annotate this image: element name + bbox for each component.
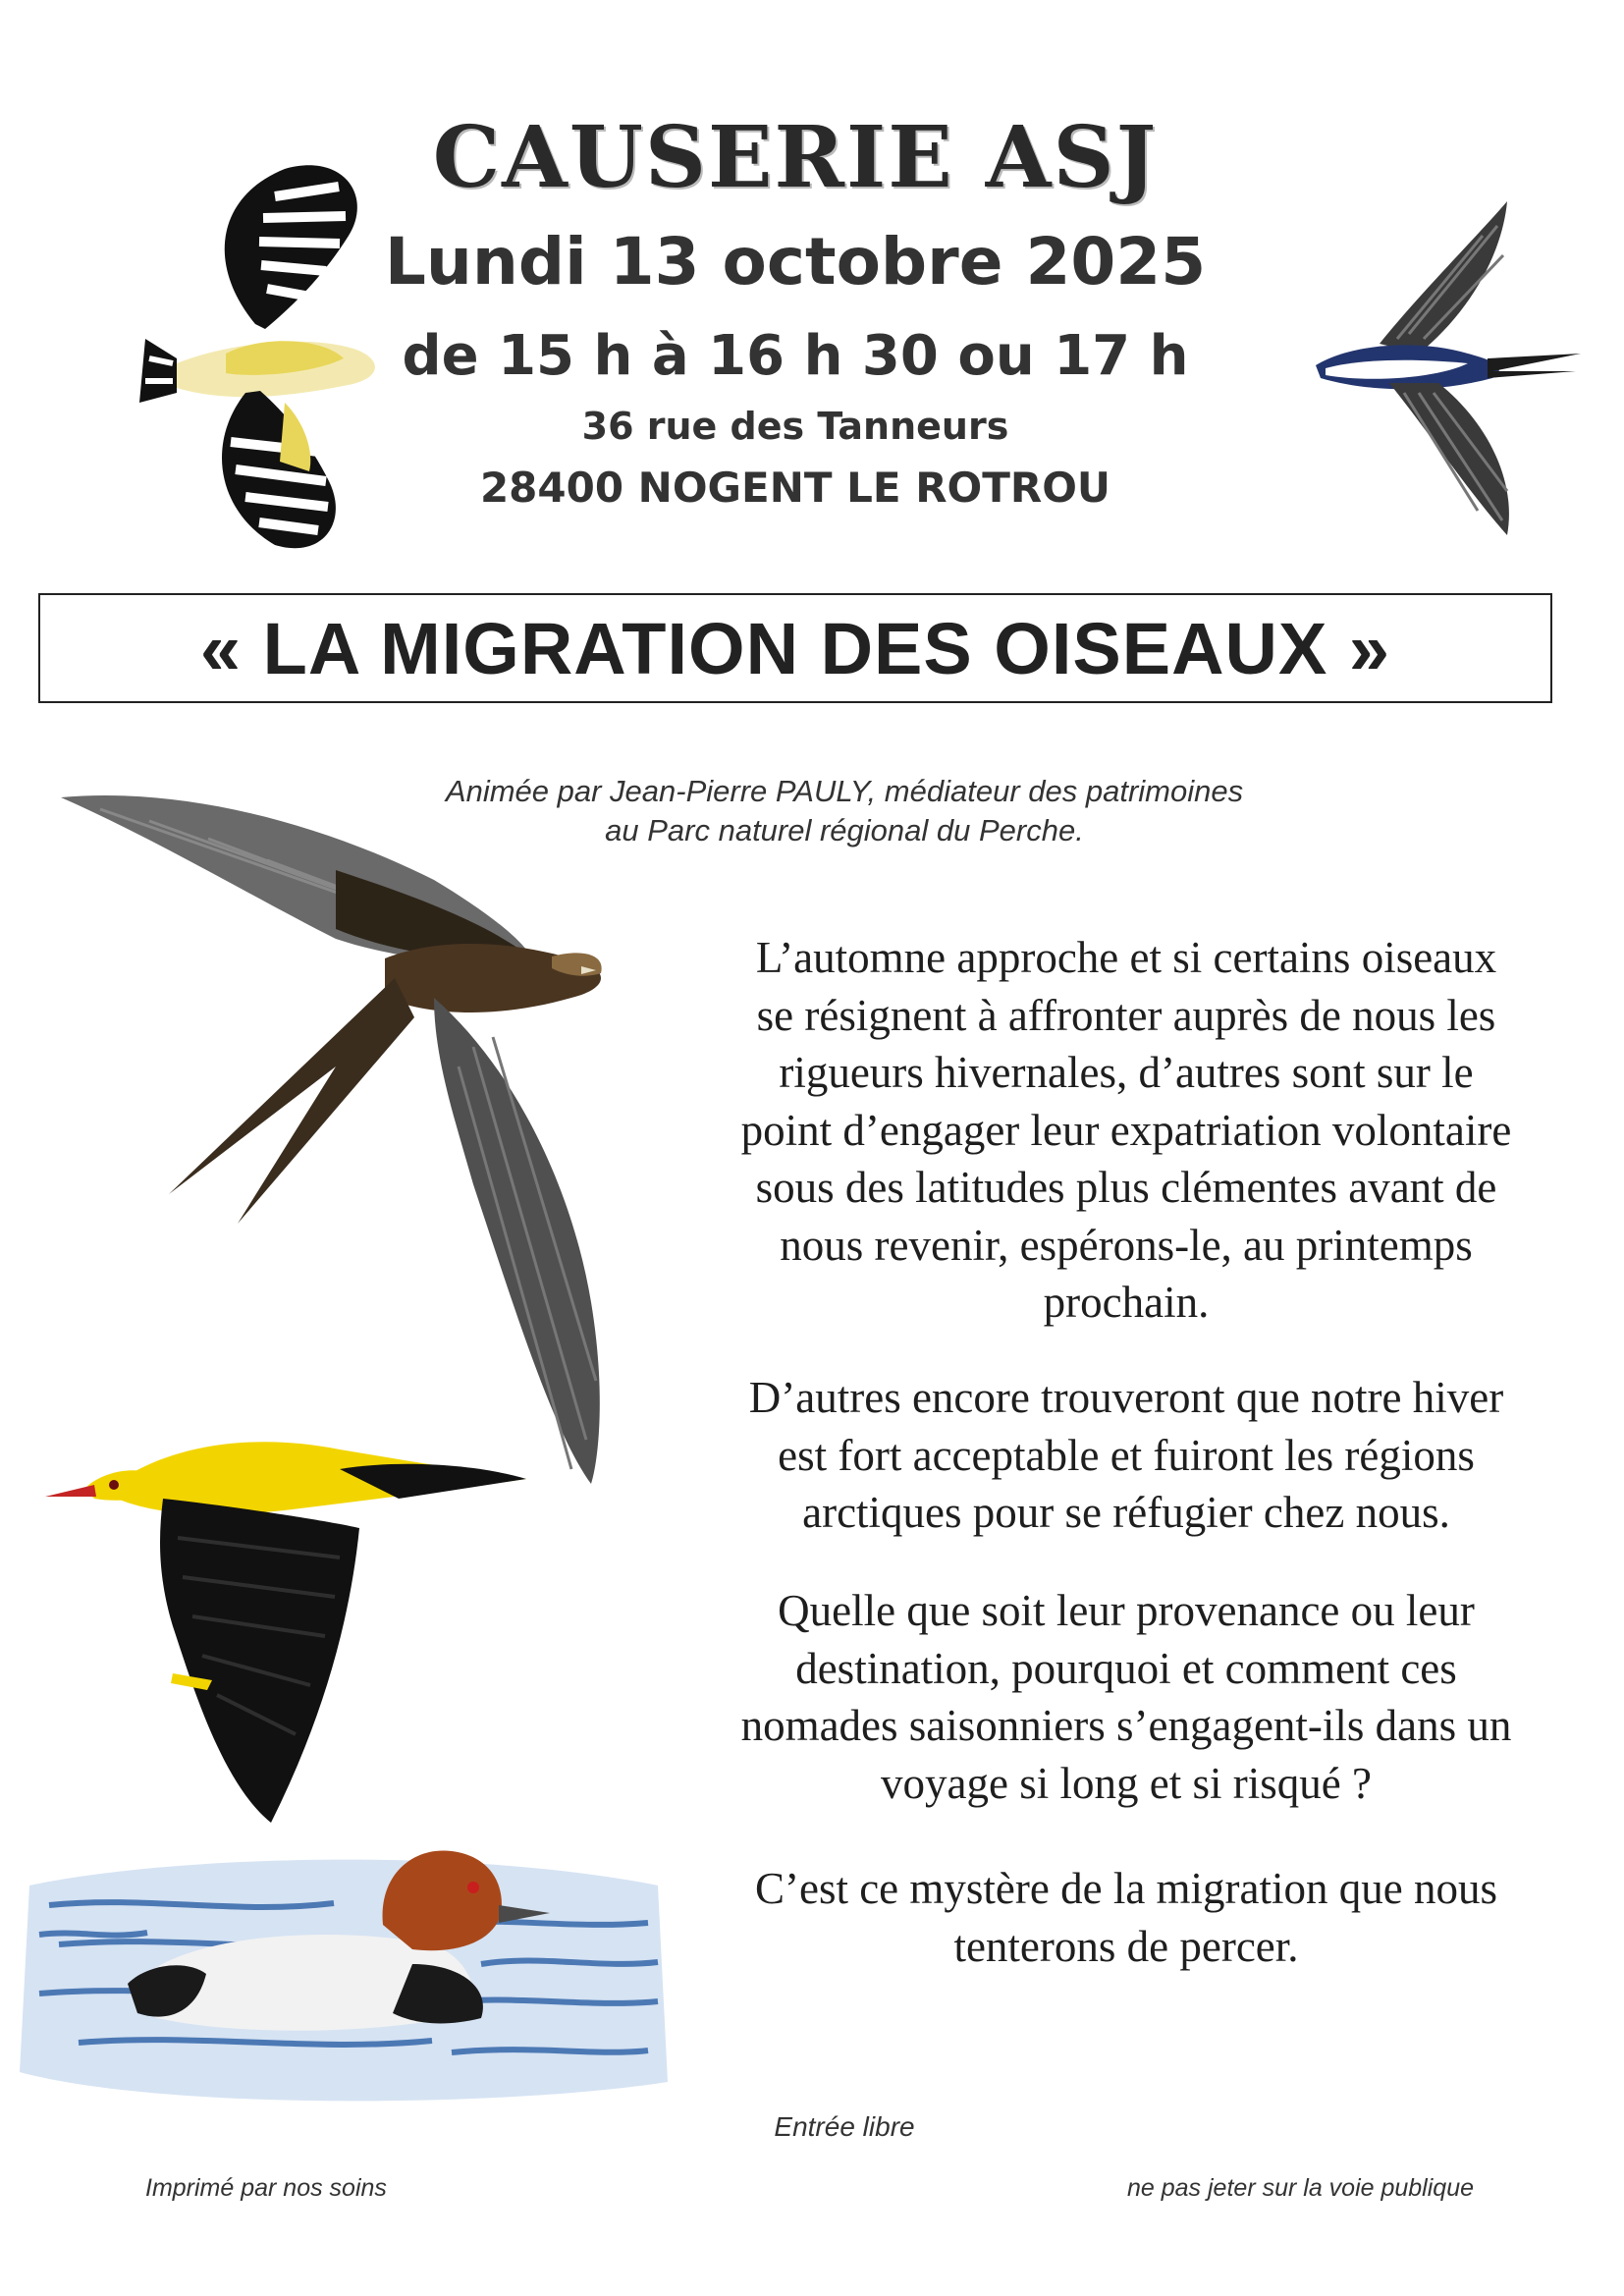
text-line: arctiques pour se réfugier chez nous. bbox=[802, 1488, 1450, 1537]
free-entry-note: Entrée libre bbox=[774, 2111, 915, 2142]
text-line: destination, pourquoi et comment ces bbox=[795, 1643, 1457, 1693]
text-line: rigueurs hivernales, d’autres sont sur le bbox=[779, 1048, 1474, 1097]
text-line: sous des latitudes plus clémentes avant de bbox=[755, 1163, 1497, 1212]
text-line: nous revenir, espérons-le, au printemps bbox=[780, 1220, 1473, 1270]
talk-title: « LA MIGRATION DES OISEAUX » bbox=[199, 607, 1391, 689]
presenter-credit bbox=[373, 772, 1316, 850]
paragraph-intro bbox=[670, 929, 1583, 1332]
address-street: 36 rue des Tanneurs bbox=[581, 405, 1009, 448]
text-line: nomades saisonniers s’engagent-ils dans un bbox=[740, 1701, 1512, 1750]
presenter-line: Animée par Jean-Pierre PAULY, médiateur des patrimoines bbox=[445, 774, 1244, 808]
event-date: Lundi 13 octobre 2025 bbox=[384, 224, 1207, 300]
text-line: prochain. bbox=[1043, 1278, 1210, 1327]
text-line: Quelle que soit leur provenance ou leur bbox=[778, 1586, 1475, 1635]
text-line: L’automne approche et si certains oiseaux bbox=[755, 933, 1497, 982]
text-line: tenterons de percer. bbox=[953, 1921, 1299, 1971]
talk-title-banner bbox=[38, 593, 1552, 703]
oriole-illustration bbox=[45, 1430, 536, 1831]
disposal-note: ne pas jeter sur la voie publique bbox=[1127, 2174, 1475, 2202]
text-line: C’est ce mystère de la migration que nous bbox=[754, 1864, 1498, 1913]
text-line: point d’engager leur expatriation volontaire bbox=[740, 1105, 1512, 1155]
address-city: 28400 NOGENT LE ROTROU bbox=[479, 464, 1111, 512]
paragraph-winter bbox=[670, 1369, 1583, 1542]
swift-illustration bbox=[61, 792, 650, 1491]
text-line: est fort acceptable et fuiront les régions bbox=[778, 1430, 1475, 1480]
presenter-line: au Parc naturel régional du Perche. bbox=[605, 813, 1084, 847]
paragraph-question bbox=[670, 1582, 1583, 1812]
printed-note: Imprimé par nos soins bbox=[145, 2174, 387, 2202]
paragraph-conclusion bbox=[670, 1860, 1583, 1975]
swallow-illustration bbox=[1311, 196, 1586, 540]
pochard-illustration bbox=[20, 1817, 668, 2111]
text-line: se résignent à affronter auprès de nous les bbox=[756, 990, 1496, 1040]
text-line: D’autres encore trouveront que notre hiver bbox=[748, 1373, 1504, 1422]
event-time: de 15 h à 16 h 30 ou 17 h bbox=[402, 324, 1189, 388]
text-line: voyage si long et si risqué ? bbox=[881, 1758, 1372, 1808]
event-title: CAUSERIE ASJ bbox=[432, 108, 1159, 207]
